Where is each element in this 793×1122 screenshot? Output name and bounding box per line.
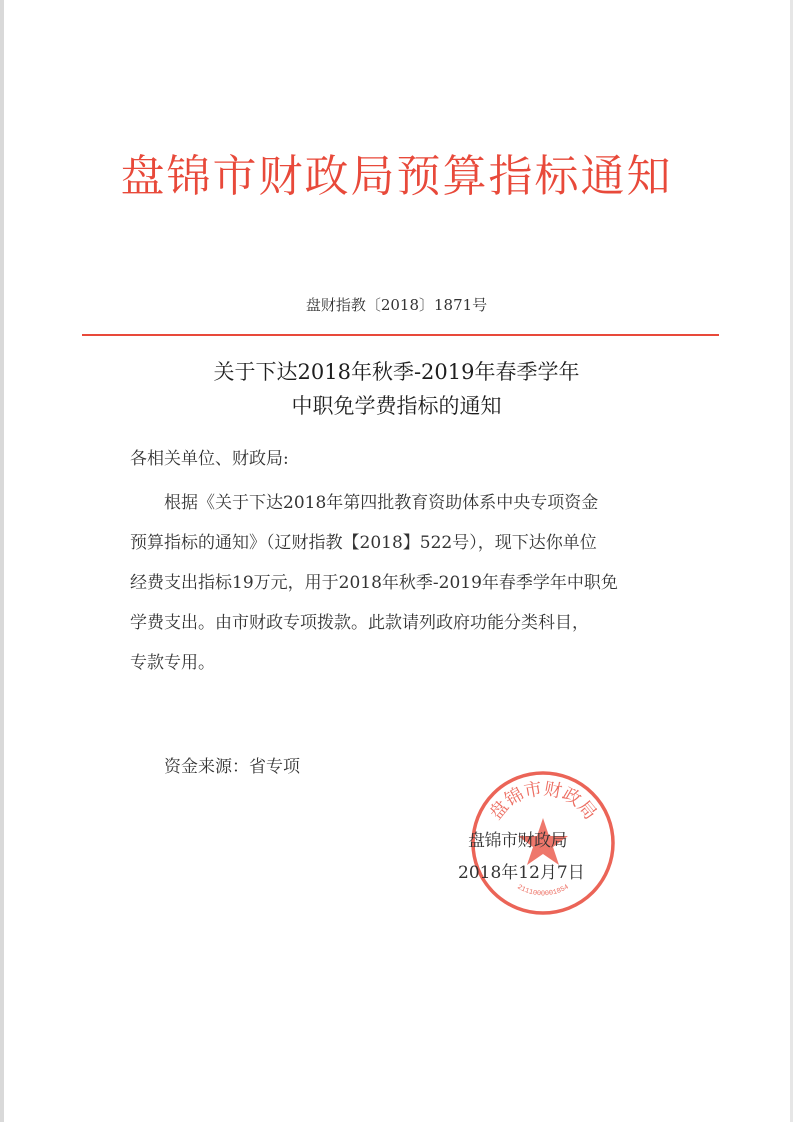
seal-serial: 2111000001854 — [515, 883, 571, 899]
document-number: 盘财指教〔2018〕1871号 — [305, 296, 488, 314]
body-paragraph — [130, 483, 675, 683]
subject-line-1: 关于下达2018年秋季-2019年春季学年 — [213, 360, 580, 384]
recipient-line: 各相关单位、财政局: — [130, 449, 289, 469]
body-line: 根据《关于下达2018年第四批教育资助体系中央专项资金 — [164, 493, 599, 513]
seal-text-top: 盘锦市财政局 — [485, 778, 601, 824]
funding-source: 资金来源：省专项 — [164, 757, 300, 777]
body-line: 专款专用。 — [130, 653, 215, 673]
issuer-name: 盘锦市财政局 — [468, 831, 567, 851]
body-line: 经费支出指标19万元，用于2018年秋季-2019年春季学年中职免 — [130, 573, 618, 593]
subject-line-2: 中职免学费指标的通知 — [291, 394, 502, 418]
document-header-title: 盘锦市财政局预算指标通知 — [120, 151, 673, 202]
subject-title — [0, 355, 793, 423]
body-line: 学费支出。由市财政专项拨款。此款请列政府功能分类科目， — [130, 613, 589, 633]
body-line: 预算指标的通知》（辽财指教【2018】522号），现下达你单位 — [130, 533, 597, 553]
issue-date: 2018年12月7日 — [458, 863, 585, 883]
header-divider — [82, 334, 719, 336]
